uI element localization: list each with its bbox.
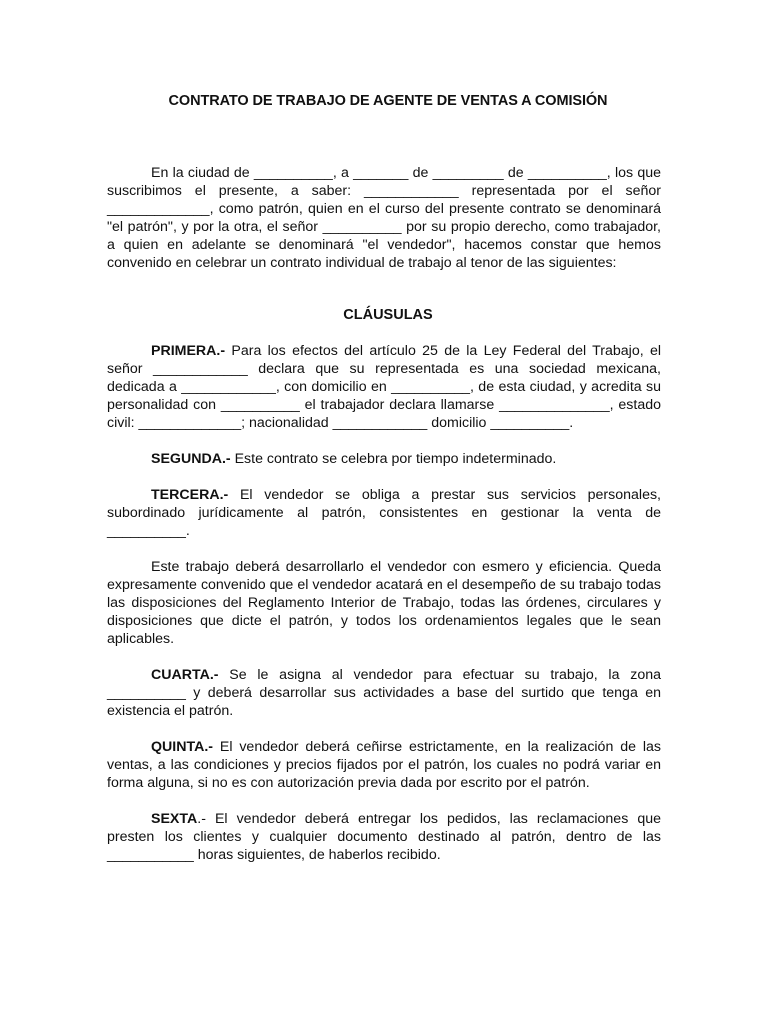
clause-tercera <box>107 486 661 540</box>
intro-paragraph: En la ciudad de __________, a _______ de _________ de __________, los que suscribimos el presente, a saber: ____________ representada por el señor _____________, como patrón, quien en el curso del presente contrato se denominará "el patrón", y por la otra, el señor __________ por su propio derecho, como trabajador, a quien en adelante se denominará "el vendedor", hacemos constar que hemos convenido en celebrar un contrato individual de trabajo al tenor de las siguientes: <box>107 165 661 271</box>
clause-primera <box>107 342 661 432</box>
clause-text: El vendedor se obliga a prestar sus servicios personales, subordinado jurídicamente al patrón, consistentes en gestionar la venta de __________. <box>107 487 661 539</box>
clause-quinta <box>107 738 661 792</box>
clause-sexta <box>107 810 661 864</box>
clause-text: Este contrato se celebra por tiempo indeterminado. <box>230 451 557 467</box>
clause-tercera-continuation <box>107 558 661 648</box>
clause-text: Este trabajo deberá desarrollarlo el vendedor con esmero y eficiencia. Queda expresamente convenido que el vendedor acatará en el desempeño de su trabajo todas las disposiciones del Reglamento Interior de Trabajo, todas las órdenes, circulares y disposiciones que dicte el patrón, y todos los ordenamientos legales que le sean aplicables. <box>107 559 661 647</box>
clause-label: SEGUNDA.- <box>151 451 231 467</box>
clause-label: QUINTA.- <box>151 739 213 755</box>
document-page <box>107 92 661 882</box>
clauses-heading: CLÁUSULAS <box>343 307 433 323</box>
document-title: CONTRATO DE TRABAJO DE AGENTE DE VENTAS A COMISIÓN <box>168 93 608 109</box>
clause-cuarta <box>107 666 661 720</box>
clause-text: El vendedor deberá ceñirse estrictamente, en la realización de las ventas, a las condiciones y precios fijados por el patrón, los cuales no podrá variar en forma alguna, si no es con autorización previa dada por escrito por el patrón. <box>107 739 661 791</box>
clause-label: SEXTA <box>151 811 198 827</box>
clause-label: PRIMERA.- <box>151 343 226 359</box>
clause-label: CUARTA.- <box>151 667 219 683</box>
clause-text: Se le asigna al vendedor para efectuar su trabajo, la zona __________ y deberá desarrollar sus actividades a base del surtido que tenga en existencia el patrón. <box>107 667 661 719</box>
clause-text: Para los efectos del artículo 25 de la Ley Federal del Trabajo, el señor ____________ declara que su representada es una sociedad mexicana, dedicada a ____________, con domicilio en __________, de esta ciudad, y acredita su personalidad con __________ el trabajador declara llamarse ______________, estado civil: _____________; nacionalidad ____________ domicilio __________. <box>107 343 661 431</box>
clause-segunda <box>107 450 661 468</box>
clause-text: .- El vendedor deberá entregar los pedidos, las reclamaciones que presten los clientes y cualquier documento destinado al patrón, dentro de las ___________ horas siguientes, de haberlos recibido. <box>107 811 661 863</box>
clause-label: TERCERA.- <box>151 487 229 503</box>
